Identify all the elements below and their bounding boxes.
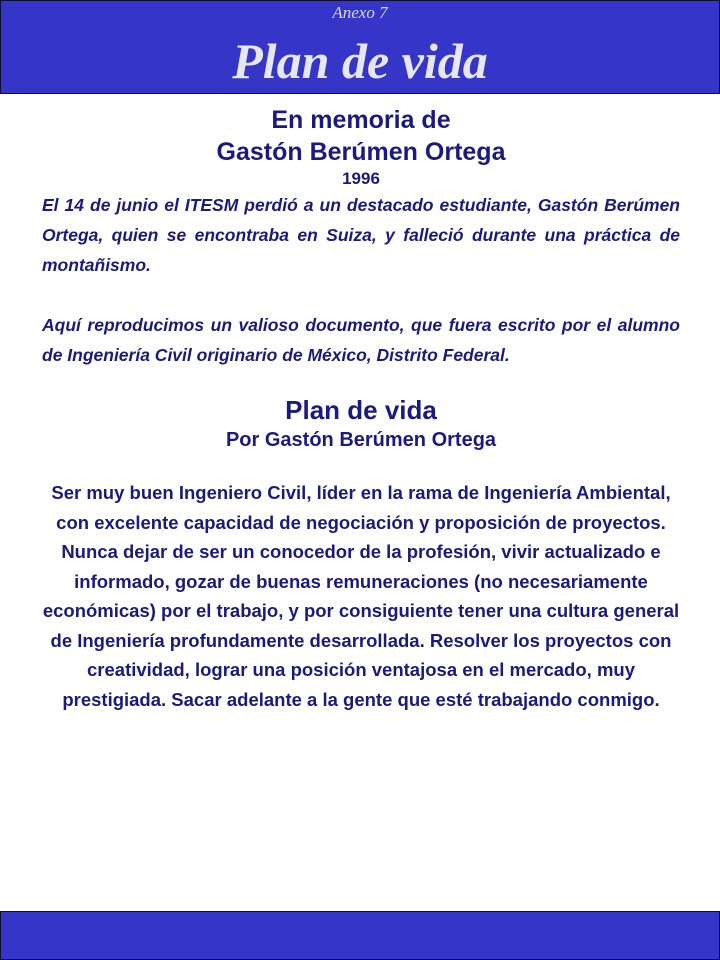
plan-heading: Plan de vida xyxy=(285,395,437,425)
plan-byline: Por Gastón Berúmen Ortega xyxy=(225,429,497,451)
memorial-paragraph-2: Aquí reproducimos un valioso documento, que fuera escrito por el alumno de Ingeniería Civil originario de México, Distrito Federal. xyxy=(42,315,680,365)
memorial-year: 1996 xyxy=(342,169,380,188)
plan-body: Ser muy buen Ingeniero Civil, líder en la rama de Ingeniería Ambiental, con excelente capacidad de negociación y proposición de proyectos. Nunca dejar de ser un conocedor de la profesión, vivir actualizado e informado, gozar de buenas remuneraciones (no necesariamente económicas) por el trabajo, y por consiguiente tener una cultura general de Ingeniería profundamente desarrollada. Resolver los proyectos con creatividad, lograr una posición ventajosa en el mercado, muy prestigiada. Sacar adelante a la gente que esté trabajando conmigo. xyxy=(42,482,680,710)
footer-banner xyxy=(0,911,720,960)
content-area xyxy=(42,104,680,714)
header-banner xyxy=(0,0,720,94)
memorial-paragraph-1: El 14 de junio el ITESM perdió a un destacado estudiante, Gastón Berúmen Ortega, quien se encontraba en Suiza, y falleció durante una práctica de montañismo. xyxy=(42,195,680,275)
memorial-heading-line2: Gastón Berúmen Ortega xyxy=(216,138,506,166)
paragraph-spacer xyxy=(42,280,680,310)
annex-label: Anexo 7 xyxy=(332,3,388,22)
memorial-heading-line1: En memoria de xyxy=(271,106,451,134)
banner-title: Plan de vida xyxy=(232,33,488,89)
